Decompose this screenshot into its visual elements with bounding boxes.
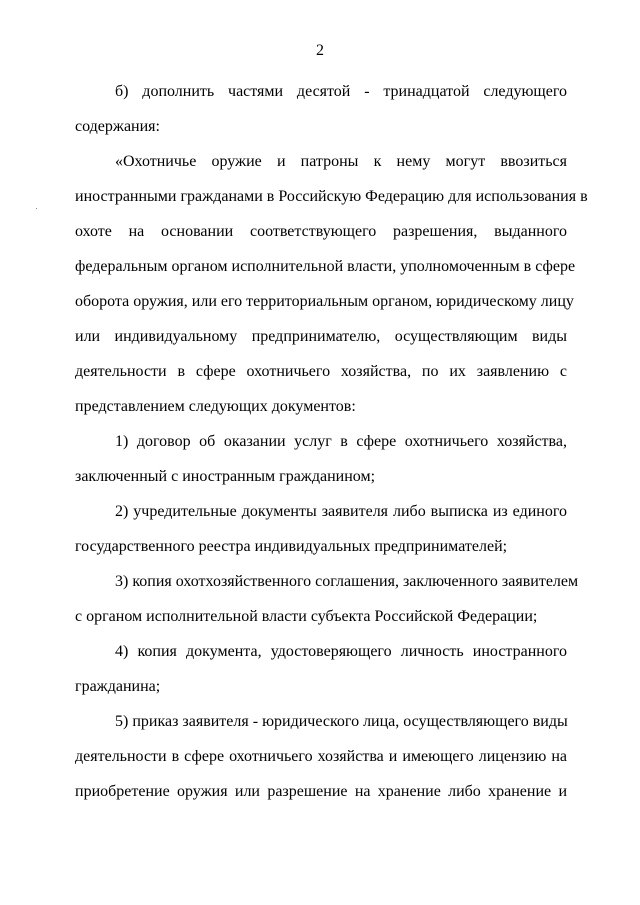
scan-speck	[36, 208, 37, 209]
text-line: оборота оружия, или его территориальным органом, юридическому лицу	[75, 293, 574, 310]
list-item-line: государственного реестра индивидуальных предпринимателей;	[75, 538, 508, 555]
page-number: 2	[316, 42, 324, 59]
text-line: или индивидуальному предпринимателю, осуществляющим виды	[75, 328, 567, 345]
text-line: иностранными гражданами в Российскую Федерацию для использования в	[75, 188, 588, 205]
list-item-line: 5) приказ заявителя - юридического лица, осуществляющего виды	[115, 713, 568, 730]
list-item-line: 4) копия документа, удостоверяющего личность иностранного	[115, 643, 567, 660]
list-item-line: приобретение оружия или разрешение на хранение либо хранение и	[75, 783, 567, 800]
text-line: федеральным органом исполнительной власти, уполномоченным в сфере	[75, 258, 576, 275]
list-item-line: 1) договор об оказании услуг в сфере охотничьего хозяйства,	[115, 433, 567, 450]
list-item-line: 2) учредительные документы заявителя либо выписка из единого	[115, 503, 567, 520]
list-item-line: заключенный с иностранным гражданином;	[75, 468, 376, 485]
list-item-line: с органом исполнительной власти субъекта Российской Федерации;	[75, 608, 538, 625]
list-item-line: гражданина;	[75, 678, 161, 695]
text-line: «Охотничье оружие и патроны к нему могут ввозиться	[115, 153, 567, 170]
list-item-line: деятельности в сфере охотничьего хозяйства и имеющего лицензию на	[75, 748, 567, 765]
text-line: деятельности в сфере охотничьего хозяйства, по их заявлению с	[75, 363, 567, 380]
text-line: содержания:	[75, 118, 160, 135]
text-line: б) дополнить частями десятой - тринадцатой следующего	[115, 83, 567, 100]
text-line: представлением следующих документов:	[75, 398, 356, 415]
list-item-line: 3) копия охотхозяйственного соглашения, заключенного заявителем	[115, 573, 579, 590]
text-line: охоте на основании соответствующего разрешения, выданного	[75, 223, 567, 240]
